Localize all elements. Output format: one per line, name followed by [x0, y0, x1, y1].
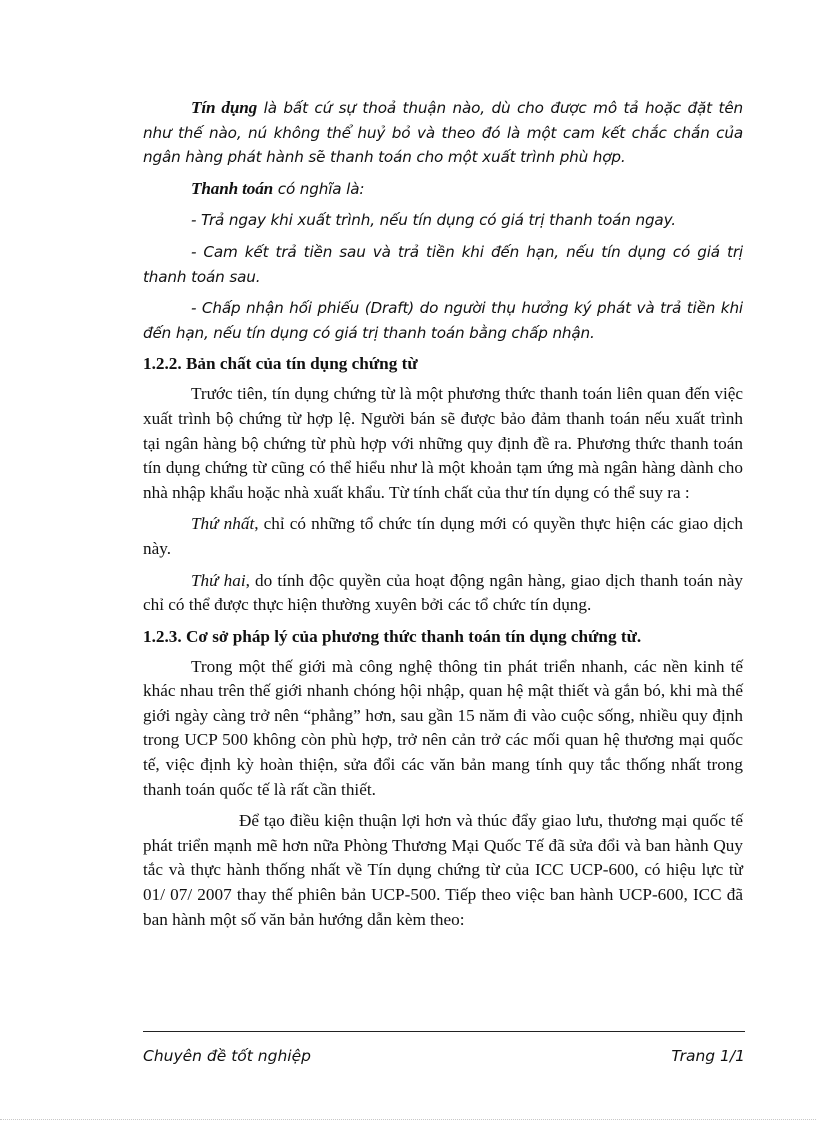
footer-divider — [143, 1031, 745, 1032]
paragraph-text: là bất cứ sự thoả thuận nào, dù cho được mô tả hoặc đặt tên như thế nào, nú không thể huỷ bỏ và theo đó là một cam kết chắc chắn của ngân hàng phát hành sẽ thanh toán cho một xuất trình phù hợp. — [143, 99, 743, 167]
paragraph-nature-intro: Trước tiên, tín dụng chứng từ là một phương thức thanh toán liên quan đến việc xuất trình bộ chứng từ hợp lệ. Người bán sẽ được bảo đảm thanh toán nếu xuất trình tại ngân hàng bộ chứng từ phù hợp với những quy định đề ra. Phương thức thanh toán tín dụng chứng từ cũng có thể hiểu như là một khoản tạm ứng mà ngân hàng dành cho nhà nhập khẩu hoặc nhà xuất khẩu. Từ tính chất của thư tín dụng có thể suy ra : — [143, 384, 743, 502]
payment-bullet-1: - Trả ngay khi xuất trình, nếu tín dụng có giá trị thanh toán ngay. — [191, 211, 676, 230]
lead-first: Thứ nhất — [191, 514, 255, 534]
paragraph-payment-definition — [143, 177, 743, 202]
paragraph-ucp600: Để tạo điều kiện thuận lợi hơn và thúc đẩy giao lưu, thương mại quốc tế phát triển mạnh mẽ hơn nữa Phòng Thương Mại Quốc Tế đã sửa đổi và ban hành Quy tắc và thực hành thống nhất về Tín dụng chứng từ của ICC UCP-600, có hiệu lực từ 01/ 07/ 2007 thay thế phiên bản UCP-500. Tiếp theo việc ban hành UCP-600, ICC đã ban hành một số văn bản hướng dẫn kèm theo: — [143, 811, 743, 929]
section-heading-1-2-2: 1.2.2. Bản chất của tín dụng chứng từ — [143, 354, 418, 374]
page-bottom-edge — [0, 1119, 816, 1120]
paragraph-second-point — [143, 569, 743, 618]
term-payment: Thanh toán — [191, 178, 274, 198]
paragraph-first-point — [143, 512, 743, 561]
paragraph-legal-basis: Trong một thế giới mà công nghệ thông tin phát triển nhanh, các nền kinh tế khác nhau trên thế giới nhanh chóng hội nhập, quan hệ mật thiết và gắn bó, khi mà thế giới ngày càng trở nên “phẳng” hơn, sau gần 15 năm đi vào cuộc sống, nhiều quy định trong UCP 500 không còn phù hợp, trở nên cản trở các mối quan hệ thương mại quốc tế, việc định kỳ hoàn thiện, sửa đổi các văn bản mang tính quy tắc thống nhất trong thanh toán quốc tế là rất cần thiết. — [143, 656, 743, 799]
paragraph-credit-definition — [143, 96, 743, 170]
payment-bullet-3: - Chấp nhận hối phiếu (Draft) do người thụ hưởng ký phát và trả tiền khi đến hạn, nếu tín dụng có giá trị thanh toán bằng chấp nhận. — [143, 299, 743, 342]
footer-page-number: Trang 1/1 — [671, 1047, 745, 1065]
document-body — [143, 96, 743, 939]
term-credit: Tín dụng — [191, 98, 258, 117]
paragraph-text: có nghĩa là: — [273, 179, 365, 198]
lead-second: Thứ hai — [191, 570, 246, 590]
paragraph-text: , do tính độc quyền của hoạt động ngân hàng, giao dịch thanh toán này chỉ có thể được thực hiện thường xuyên bởi các tổ chức tín dụng. — [143, 570, 743, 615]
section-heading-1-2-3: 1.2.3. Cơ sở pháp lý của phương thức thanh toán tín dụng chứng từ. — [143, 626, 642, 646]
payment-bullet-2: - Cam kết trả tiền sau và trả tiền khi đến hạn, nếu tín dụng có giá trị thanh toán sau. — [143, 242, 743, 286]
paragraph-text: , chỉ có những tổ chức tín dụng mới có quyền thực hiện các giao dịch này. — [143, 514, 743, 558]
footer-document-title: Chuyên đề tốt nghiệp — [143, 1047, 311, 1065]
